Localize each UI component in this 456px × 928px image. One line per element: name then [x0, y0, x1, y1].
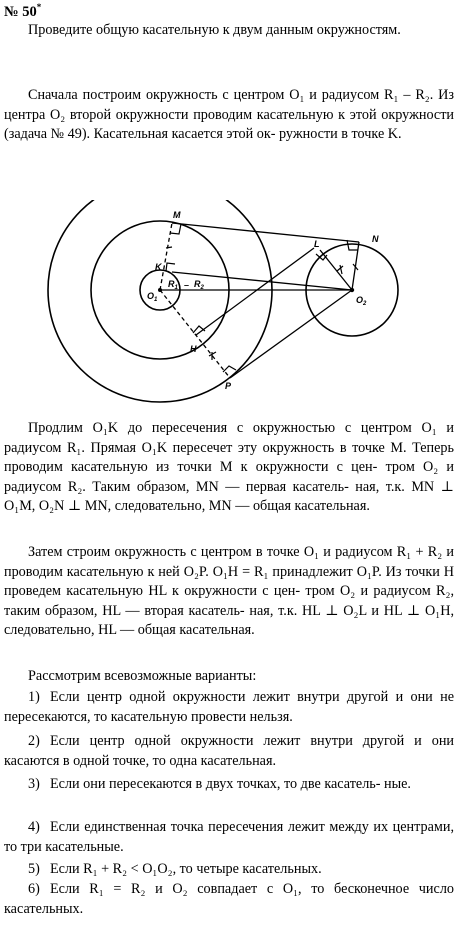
para1-line: Сначала построим окружность с центром O₁ и радиусом R₁ – — [28, 87, 411, 103]
label-m: M — [173, 210, 181, 220]
tangent-hl — [196, 248, 314, 335]
tangent-mn — [172, 223, 359, 242]
label-r1: $R_1$ — [168, 279, 178, 291]
label-minus: – — [184, 280, 190, 290]
para1-line: этой окружности (задача № 49). Касательная касается этой ок- — [4, 106, 455, 143]
para3-line: Затем строим окружность с центром в точке O₁ и радиусом R₁ — [28, 544, 412, 560]
para1-line: ружности в точке K. — [279, 126, 402, 143]
variant-item: 5) Если R₁ + R₂ < O₁O₂, то четыре касательных. — [28, 861, 322, 877]
task-text: Проведите общую касательную к двум данным окружностям. — [28, 22, 401, 38]
variant-item: 6) Если R₁ = R₂ и O₂ совпадает с O₁, то бесконечное число касательных. — [4, 881, 454, 917]
para2-line: радиусом R₁. Прямая O₁K пересечет эту окружность в точке M. — [4, 439, 407, 456]
label-l: L — [314, 239, 320, 249]
para2-line: ная, т.к. MN ⊥ O₁M, O₂N ⊥ MN, следовательно, MN — общая — [4, 478, 454, 515]
line-o2-p — [230, 290, 352, 378]
geometry-figure — [0, 200, 456, 415]
variant-item: 3) Если они пересекаются в двух точках, то две касатель- ные. — [28, 776, 411, 792]
para3-line: касательная. — [179, 622, 255, 639]
paragraph-construction — [4, 86, 454, 145]
line-o2-n — [352, 242, 359, 290]
para2-line: Теперь проводим касательную из точки M к окружности с цен- — [4, 439, 455, 476]
para3-line: + R₂ и проводим касательную к ней O₂P. O₁H = R₁ принадлежит — [4, 544, 454, 580]
label-p: P — [225, 381, 232, 391]
para3-line: ная, т.к. HL ⊥ O₂L и HL ⊥ O₁H, следовательно, HL — общая — [4, 602, 455, 639]
variant-item: 4) Если единственная точка пересечения лежит между их центрами, то три касательные. — [4, 819, 455, 855]
label-r2: $R_2$ — [194, 279, 204, 291]
para2-line: Продлим O₁K до пересечения с окружностью с центром O₁ и — [28, 420, 454, 436]
line-o1-p — [160, 290, 230, 378]
label-n: N — [372, 234, 379, 244]
label-k: K — [155, 262, 162, 272]
label-o2: $O_2$ — [356, 295, 367, 307]
para2-line: тром O₂ и радиусом R₂. Таким образом, MN — первая касатель- — [4, 459, 454, 495]
variant-item: 1) Если центр одной окружности лежит внутри другой и они не пересекаются, то касательную провести нельзя. — [4, 689, 454, 725]
problem-number: № 50* — [4, 2, 42, 20]
para1-line: R₂. Из центра O₂ второй окружности проводим касательную к — [4, 87, 455, 123]
label-h: H — [190, 344, 197, 354]
paragraph-first-tangent — [4, 419, 454, 517]
paragraph-second-tangent — [4, 543, 454, 641]
para2-line: касательная. — [294, 498, 370, 515]
label-o1: $O_1$ — [147, 291, 158, 303]
variant-item: 2) Если центр одной окружности лежит внутри другой и они касаются в одной точке, то одна касательная. — [4, 733, 454, 769]
para3-line: O₁P. Из точки H проведем касательную HL к окружности с цен- — [4, 563, 455, 600]
line-o2-l — [320, 250, 352, 290]
variants-intro: Рассмотрим всевозможные варианты: — [28, 668, 257, 684]
para3-line: тром O₂ и радиусом R₂, таким образом, HL — вторая касатель- — [4, 583, 454, 619]
